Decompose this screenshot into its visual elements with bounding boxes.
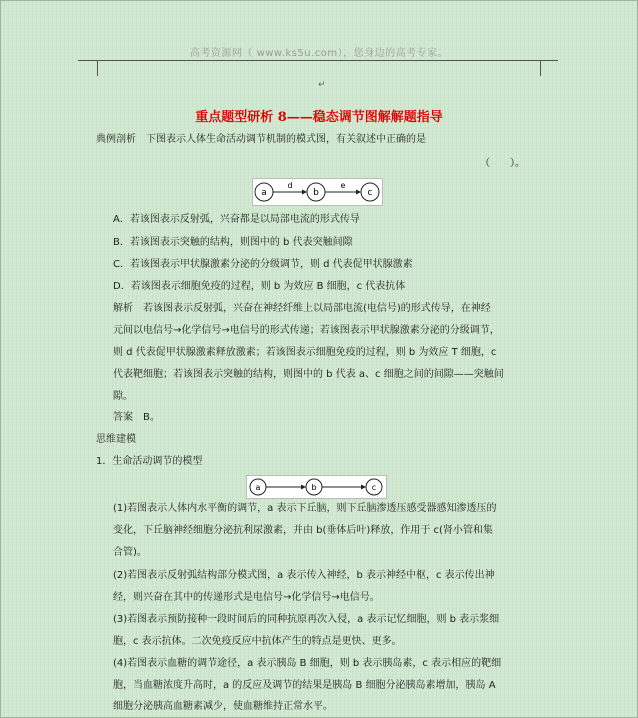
option-b: B．若该图表示突触的结构，则图中的 b 代表突触间隙 xyxy=(113,237,353,248)
thinking-para-line-10: 细胞分泌胰高血糖素减少，使血糖维持正常水平。 xyxy=(113,701,333,712)
thinking-item-1: 1．生命活动调节的模型 xyxy=(96,456,203,467)
model-node-a-label: a xyxy=(255,483,261,492)
thinking-para-line-9: 胞，当血糖浓度升高时，a 的反应及调节的结果是胰岛 B 细胞分泌胰岛素增加，胰岛 A xyxy=(113,680,496,691)
node-a-label: a xyxy=(261,188,267,198)
edge-d-label: d xyxy=(287,181,293,190)
option-c: C．若该图表示甲状腺激素分泌的分级调节，则 d 代表促甲状腺激素 xyxy=(113,259,413,270)
regulation-diagram-2 xyxy=(246,475,388,499)
analysis-line-5: 隙。 xyxy=(113,391,133,402)
edge-e-label: e xyxy=(340,181,346,190)
example-intro: 典例剖析 下图表示人体生命活动调节机制的模式图，有关叙述中正确的是 xyxy=(96,134,426,145)
option-d: D．若该图表示细胞免疫的过程，则 b 为效应 B 细胞，c 代表抗体 xyxy=(113,281,406,292)
header-rule-left-v xyxy=(97,60,98,76)
answer-line: 答案 B。 xyxy=(113,412,160,423)
thinking-para-line-7: 胞，c 表示抗体。二次免疫反应中抗体产生的特点是更快、更多。 xyxy=(113,636,402,647)
analysis-line-4: 代表靶细胞；若该图表示突触的结构，则图中的 b 代表 a、c 细胞之间的间隙——突触间 xyxy=(113,369,504,380)
thinking-para-line-8: (4)若图表示血糖的调节途径，a 表示胰岛 B 细胞，则 b 表示胰岛素，c 表示相应的靶细 xyxy=(113,658,502,669)
model-node-c-label: c xyxy=(371,483,377,492)
thinking-para-line-5: 经，则兴奋在其中的传递形式是电信号→化学信号→电信号。 xyxy=(113,592,380,603)
thinking-para-line-6: (3)若图表示预防接种一段时间后的同种抗原再次入侵，a 表示记忆细胞，则 b 表示浆细 xyxy=(113,614,500,625)
answer-paren: （ ）。 xyxy=(480,158,525,169)
regulation-diagram-1 xyxy=(252,178,384,206)
node-c-label: c xyxy=(367,188,373,198)
model-node-b-label: b xyxy=(311,483,317,492)
thinking-para-line-4: (2)若图表示反射弧结构部分模式图，a 表示传入神经，b 表示神经中枢，c 表示传出神 xyxy=(113,570,495,581)
analysis-line-3: 则 d 代表促甲状腺激素释放激素；若该图表示细胞免疫的过程，则 b 为效应 T 细胞，c xyxy=(113,347,497,358)
header-text: 高考资源网（ www.ks5u.com），您身边的高考专家。 xyxy=(189,48,449,59)
header-rule-right-v xyxy=(540,60,541,76)
header-rule-left xyxy=(78,60,98,61)
header-rule xyxy=(97,60,540,61)
thinking-para-line-2: 变化，下丘脑神经细胞分泌抗利尿激素，并由 b(垂体后叶)释放，作用于 c(肾小管和集 xyxy=(113,525,493,536)
thinking-para-line-1: (1)若图表示人体内水平衡的调节，a 表示下丘脑，则下丘脑渗透压感受器感知渗透压的 xyxy=(113,503,497,514)
page-title: 重点题型研析 8——稳态调节图解解题指导 xyxy=(195,110,443,125)
node-b-label: b xyxy=(313,188,319,198)
thinking-heading: 思维建模 xyxy=(96,434,136,445)
analysis-line-2: 元间以电信号→化学信号→电信号的形式传递；若该图表示甲状腺激素分泌的分级调节， xyxy=(113,325,500,336)
thinking-para-line-3: 合管)。 xyxy=(113,547,147,558)
paragraph-mark: ↵ xyxy=(318,80,326,90)
option-a: A．若该图表示反射弧，兴奋都是以局部电流的形式传导 xyxy=(113,214,360,225)
header-rule-right xyxy=(540,60,558,61)
analysis-line-1: 解析 若该图表示反射弧，兴奋在神经纤维上以局部电流(电信号)的形式传导，在神经 xyxy=(113,303,491,314)
